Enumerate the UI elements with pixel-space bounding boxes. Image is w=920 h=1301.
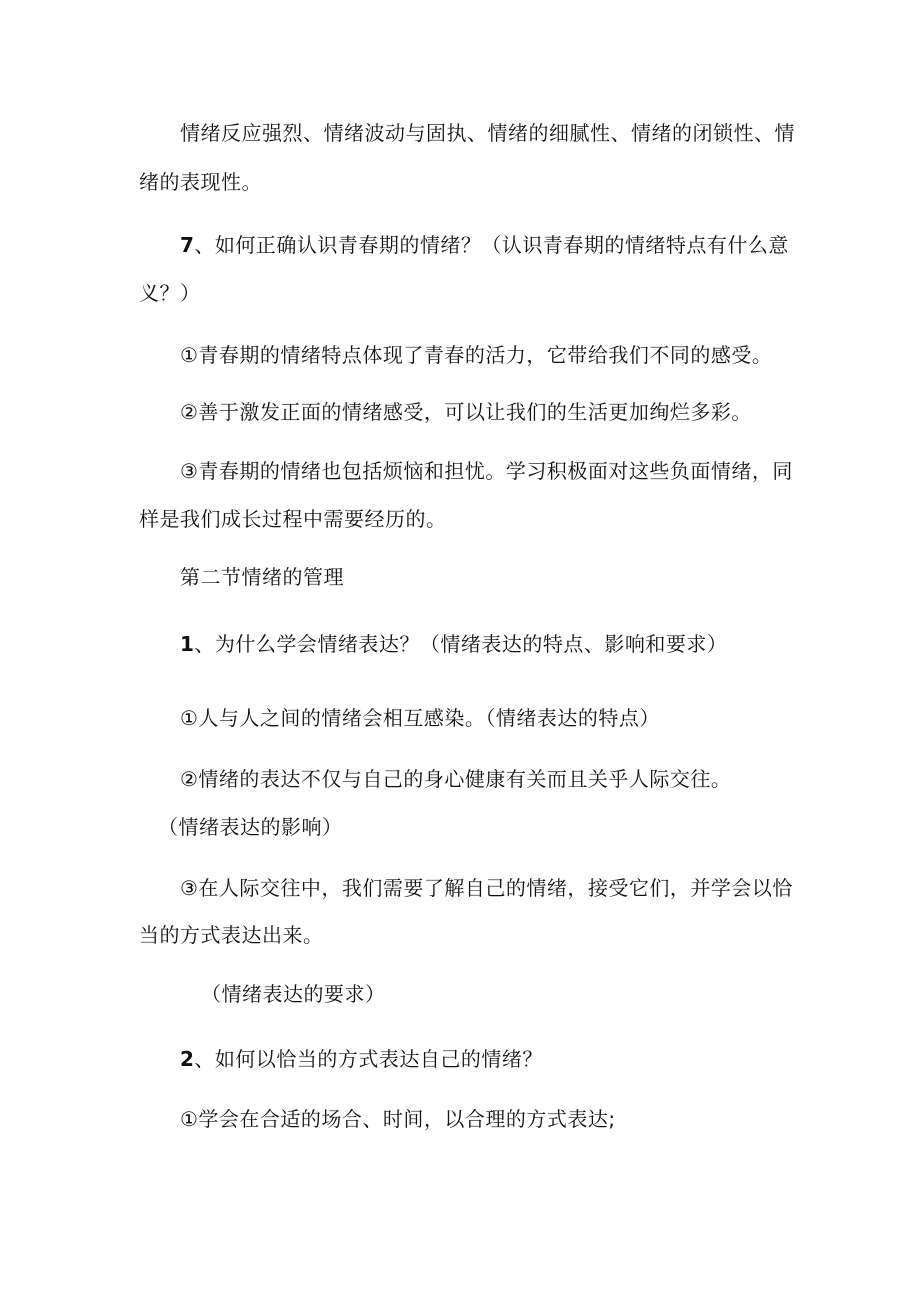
list-item: ②善于激发正面的情绪感受，可以让我们的生活更加绚烂多彩。 [180,400,752,424]
question-text: 、如何正确认识青春期的情绪？（认识青春期的情绪特点有什么意 [194,233,789,257]
paragraph-line: 绪的表现性。 [139,170,262,194]
list-item-continued: 当的方式表达出来。 [139,923,324,947]
list-item: ②情绪的表达不仅与自己的身心健康有关而且关乎人际交往。 [180,767,732,791]
question-number: 1 [180,632,195,656]
question-text: 、为什么学会情绪表达？（情绪表达的特点、影响和要求） [194,632,728,656]
question-7-heading-continued: 义？） [139,281,201,305]
list-item: ①学会在合适的场合、时间，以合理的方式表达; [180,1107,616,1131]
list-item-continued: 样是我们成长过程中需要经历的。 [139,507,447,531]
list-item: ①人与人之间的情绪会相互感染。（情绪表达的特点） [180,706,660,730]
section-heading: 第二节情绪的管理 [180,565,344,589]
list-item-continued: （情绪表达的要求） [201,982,386,1006]
question-7-heading [180,233,789,257]
list-item: ③青春期的情绪也包括烦恼和担忧。学习积极面对这些负面情绪，同 [180,459,793,483]
list-item-continued: （情绪表达的影响） [158,815,343,839]
question-1-heading [180,632,727,656]
question-text: 、如何以恰当的方式表达自己的情绪？ [194,1047,543,1071]
question-2-heading [180,1047,543,1071]
question-number: 7 [180,233,195,257]
question-number: 2 [180,1047,195,1071]
list-item: ③在人际交往中，我们需要了解自己的情绪，接受它们，并学会以恰 [180,876,793,900]
paragraph-line: 情绪反应强烈、情绪波动与固执、情绪的细腻性、情绪的闭锁性、情 [180,121,795,145]
list-item: ①青春期的情绪特点体现了青春的活力，它带给我们不同的感受。 [180,343,773,367]
